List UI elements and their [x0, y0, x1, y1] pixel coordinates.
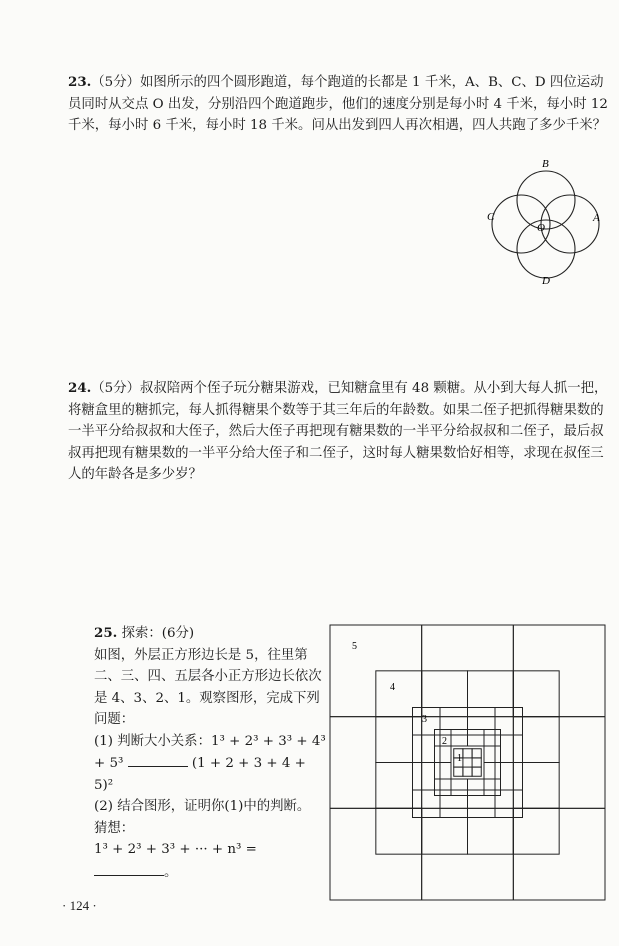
question-23 — [68, 72, 608, 137]
square-side-4 — [468, 671, 514, 717]
square-side-4 — [513, 671, 559, 717]
square-side-5 — [330, 808, 422, 900]
square-label-2: 2 — [442, 736, 447, 747]
question-25-number: 25. — [94, 625, 118, 641]
square-side-2 — [468, 779, 485, 796]
square-side-2 — [435, 746, 452, 763]
square-side-4 — [422, 671, 468, 717]
square-label-1: 1 — [457, 753, 462, 764]
part2-text: (2) 结合图形，证明你(1)中的判断。 — [94, 799, 311, 814]
q23-circles-figure — [492, 171, 599, 278]
question-24-text: （5分）叔叔陪两个侄子玩分糖果游戏，已知糖盒里有 48 颗糖。从小到大每人抓一把，将糖盒里的糖抓完，每人抓得糖果个数等于其三年后的年龄数。如果二侄子把抓得糖果数的一半平分给叔叔和大侄子，然后大侄子再把现有糖果数的一半平分给叔叔和二侄子，最后叔叔再把现有糖果数的一半平分给大侄子和二侄子，这时每人糖果数恰好相等，求现在叔侄三人的年龄各是多少岁？ — [68, 381, 608, 482]
guess-answer-blank[interactable] — [94, 861, 164, 876]
page-number: · 124 · — [62, 898, 97, 913]
square-side-3 — [413, 708, 441, 736]
square-side-2 — [451, 779, 468, 796]
question-25-title: 探索：(6分) — [121, 626, 195, 641]
label-b: B — [542, 158, 549, 170]
square-side-5 — [330, 625, 422, 717]
square-side-3 — [440, 790, 468, 818]
square-side-4 — [422, 808, 468, 854]
square-label-3: 3 — [422, 714, 427, 725]
guess-end: 。 — [164, 864, 178, 880]
question-25 — [68, 623, 326, 883]
guess-expression: 1³ + 2³ + 3³ + ··· + n³ = — [94, 842, 257, 857]
q25-squares-figure — [330, 625, 605, 900]
square-side-3 — [413, 790, 441, 818]
square-side-4 — [513, 808, 559, 854]
square-side-2 — [484, 746, 501, 763]
square-side-5 — [330, 717, 422, 809]
square-side-5 — [422, 808, 514, 900]
square-side-3 — [440, 708, 468, 736]
circle-d — [517, 220, 575, 278]
square-side-5 — [513, 717, 605, 809]
question-25-intro: 如图，外层正方形边长是 5，往里第二、三、四、五层各小正方形边长依次是 4、3、2、1。观察图形，完成下列问题： — [94, 647, 322, 727]
square-side-5 — [513, 808, 605, 900]
square-side-2 — [435, 763, 452, 780]
square-side-3 — [495, 790, 523, 818]
square-side-1 — [472, 749, 481, 758]
square-side-2 — [484, 779, 501, 796]
square-side-4 — [376, 763, 422, 809]
square-side-4 — [376, 717, 422, 763]
square-side-3 — [495, 763, 523, 791]
square-side-3 — [413, 763, 441, 791]
square-label-4: 4 — [390, 682, 395, 693]
square-side-3 — [495, 708, 523, 736]
square-side-1 — [472, 767, 481, 776]
square-side-4 — [513, 717, 559, 763]
square-side-1 — [463, 767, 472, 776]
question-23-text: （5分）如图所示的四个圆形跑道，每个跑道的长都是 1 千米，A、B、C、D 四位运动员同时从交点 O 出发，分别沿四个跑道跑步，他们的速度分别是每小时 4 千米，每小时 12 千米，每小时 6 千米，每小时 18 千米。问从出发到四人再次相遇，四人共跑了多少千米？ — [68, 75, 608, 133]
square-side-3 — [468, 708, 496, 736]
guess-label: 猜想： — [94, 820, 135, 836]
square-side-4 — [468, 808, 514, 854]
circle-c — [492, 195, 550, 253]
circle-a — [541, 195, 599, 253]
square-side-5 — [422, 625, 514, 717]
square-side-2 — [468, 730, 485, 747]
square-side-2 — [451, 730, 468, 747]
question-24-number: 24. — [68, 380, 92, 396]
square-side-2 — [484, 763, 501, 780]
outer-border — [330, 625, 605, 900]
square-side-1 — [454, 758, 463, 767]
label-o: O — [537, 222, 545, 234]
label-c: C — [487, 211, 495, 223]
squares-grid — [330, 625, 605, 900]
square-side-3 — [413, 735, 441, 763]
square-side-2 — [435, 779, 452, 796]
part1-rhs: (1 + 2 + 3 + 4 + 5)² — [94, 756, 306, 793]
label-d: D — [542, 275, 550, 287]
square-side-2 — [484, 730, 501, 747]
part1-label: (1) 判断大小关系： — [94, 733, 211, 749]
square-side-5 — [513, 625, 605, 717]
square-side-1 — [454, 749, 463, 758]
square-side-2 — [435, 730, 452, 747]
part1-answer-blank[interactable] — [128, 752, 188, 767]
part1-lhs: 1³ + 2³ + 3³ + 4³ + 5³ — [94, 733, 326, 771]
square-side-4 — [376, 671, 422, 717]
square-side-4 — [376, 808, 422, 854]
square-side-1 — [463, 749, 472, 758]
square-side-1 — [472, 758, 481, 767]
circle-b — [517, 171, 575, 229]
question-24 — [68, 378, 608, 486]
square-label-5: 5 — [352, 641, 357, 652]
label-a: A — [593, 212, 600, 224]
square-side-3 — [495, 735, 523, 763]
square-side-4 — [513, 763, 559, 809]
question-23-number: 23. — [68, 74, 92, 90]
square-side-1 — [454, 767, 463, 776]
square-side-3 — [468, 790, 496, 818]
